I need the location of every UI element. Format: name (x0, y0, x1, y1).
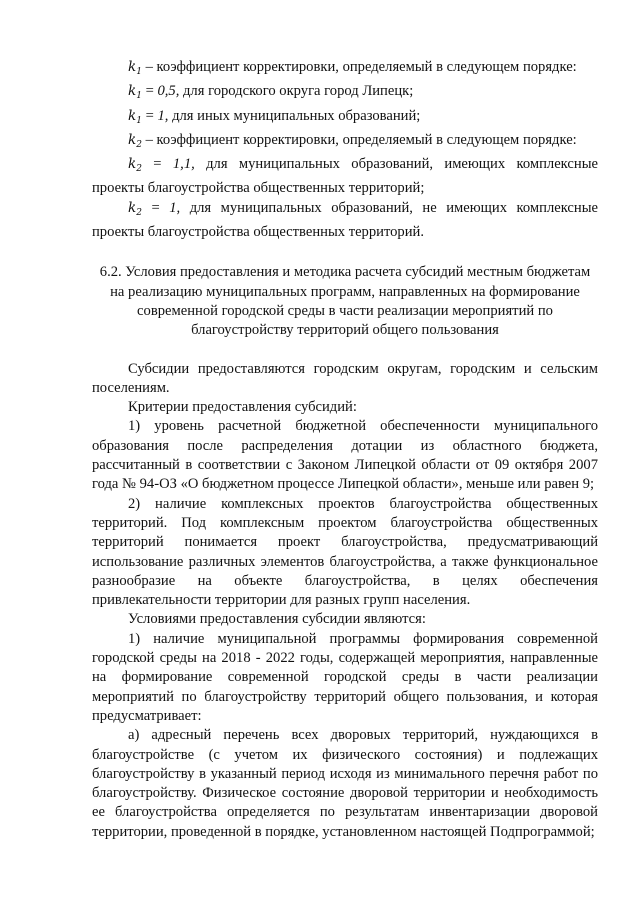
k2-value-1: $k_2 = 1,1$, для муниципальных образований, имеющих комплексные проекты благоустройства общественных территорий; (92, 156, 598, 197)
k1-definition: $k_1$ – коэффициент корректировки, определяемый в следующем порядке: (128, 59, 577, 77)
paragraph-condition-1: 1) наличие муниципальной программы формирования современной городской среды на 2018 - 2022 годы, содержащей мероприятия, направленные на формирование современной городской среды в части реализации мероприятий по благоустройству территорий общего пользования, и которая предусматривает: (92, 630, 598, 724)
k1-value-1: $k_1 = 0,5$, для городского округа город Липецк; (128, 83, 414, 102)
paragraph-subsidies: Субсидии предоставляются городским округам, городским и сельским поселениям. (92, 360, 598, 396)
k2-symbol: $k_2$ (128, 131, 142, 150)
paragraph-conditions-title: Условиями предоставления субсидии являются: (128, 611, 426, 628)
paragraph-criteria-title: Критерии предоставления субсидий: (128, 399, 357, 416)
k2-value-2: $k_2 = 1$, для муниципальных образований, не имеющих комплексные проекты благоустройства общественных территорий. (92, 199, 598, 241)
paragraph-condition-1a: а) адресный перечень всех дворовых территорий, нуждающихся в благоустройстве (с учетом их физического состояния) и подлежащих благоустройству в указанный период исходя из минимального перечня работ по благоустройству. Физическое состояние дворовой территории и необходимость ее благоустройства определяется по результатам инвентаризации дворовой территории, проведенной в порядке, установленном настоящей Подпрограммой; (92, 727, 598, 840)
k1-value-2: $k_1 = 1$, для иных муниципальных образований; (128, 107, 421, 126)
paragraph-criterion-2: 2) наличие комплексных проектов благоустройства общественных территорий. Под комплексным проектом благоустройства общественных территорий понимается проект благоустройства, предусматривающий использование различных элементов благоустройства, а также функциональное разнообразие на объекте благоустройства, в целях обеспечения привлекательности территории для разных групп населения. (92, 495, 598, 609)
k1-symbol: $k_1$ (128, 59, 142, 77)
document-body (92, 58, 598, 842)
k2-definition: $k_2$ – коэффициент корректировки, определяемый в следующем порядке: (128, 131, 577, 150)
paragraph-criterion-1: 1) уровень расчетной бюджетной обеспеченности муниципального образования после распределения дотации из областного бюджета, рассчитанный в соответствии с Законом Липецкой области от 09 октября 2007 года № 94-ОЗ «О бюджетном процессе Липецкой области», меньше или равен 9; (92, 418, 598, 493)
section-heading: 6.2. Условия предоставления и методика расчета субсидий местным бюджетам на реализацию муниципальных программ, направленных на формирование современной городской среды в части реализации мероприятий по благоустройству территорий общего пользования (99, 264, 591, 339)
